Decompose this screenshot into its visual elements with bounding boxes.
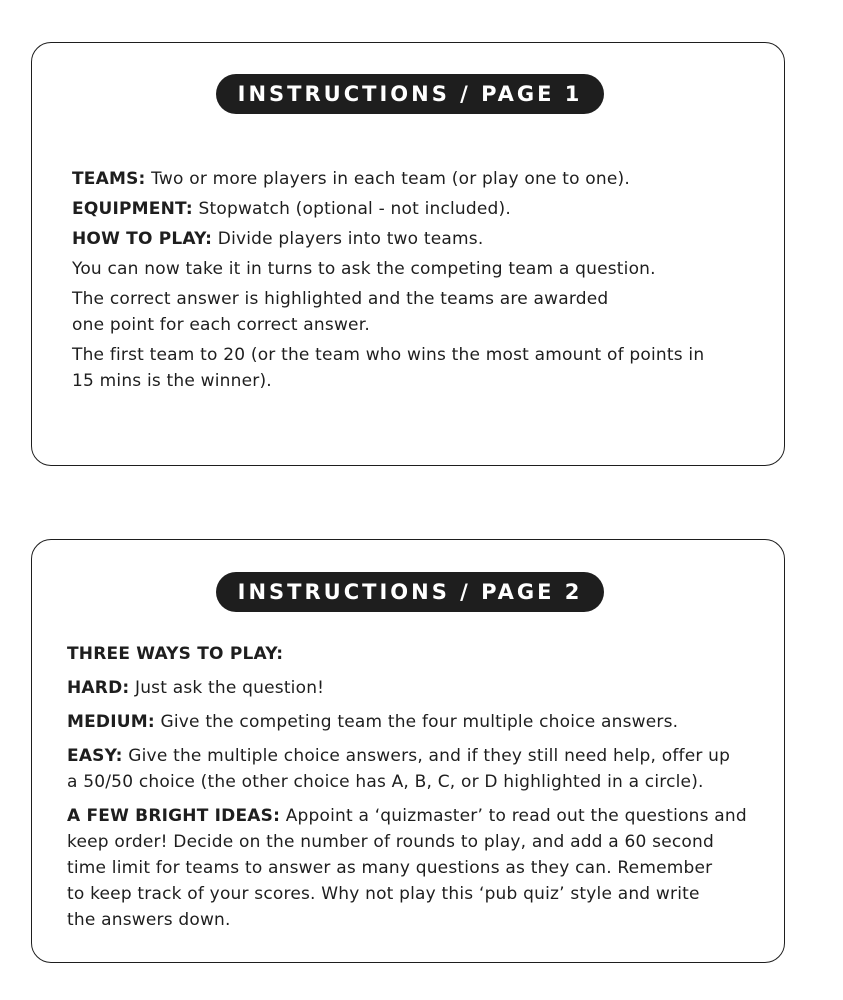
how-to-play-line [72,226,772,252]
page-1-title: INSTRUCTIONS / PAGE 1 [237,82,583,106]
medium-line [67,709,767,735]
easy-label: EASY: [67,746,123,766]
equipment-label: EQUIPMENT: [72,199,193,219]
hard-text: Just ask the question! [129,678,325,698]
how-to-play-text: Divide players into two teams. [212,229,484,249]
how-to-play-label: HOW TO PLAY: [72,229,213,249]
instructions-card-page-1 [31,42,785,466]
ways-to-play-label: THREE WAYS TO PLAY: [67,644,284,664]
turns-text: You can now take it in turns to ask the competing team a question. [72,259,656,279]
turns-line [72,256,772,282]
teams-text: Two or more players in each team (or play one to one). [145,169,630,189]
page-1-body [72,166,772,398]
correct-answer-paragraph [72,286,772,338]
bright-ideas-label: A FEW BRIGHT IDEAS: [67,806,281,826]
winner-text-1: The first team to 20 (or the team who wins the most amount of points in [72,345,705,365]
bright-ideas-paragraph [67,803,767,933]
bright-ideas-text-3: time limit for teams to answer as many questions as they can. Remember [67,858,713,878]
page-2-title: INSTRUCTIONS / PAGE 2 [237,580,583,604]
bright-ideas-text-5: the answers down. [67,910,231,930]
correct-answer-text-2: one point for each correct answer. [72,315,370,335]
winner-paragraph [72,342,772,394]
teams-label: TEAMS: [72,169,146,189]
equipment-text: Stopwatch (optional - not included). [192,199,511,219]
medium-label: MEDIUM: [67,712,155,732]
bright-ideas-text-2: keep order! Decide on the number of rounds to play, and add a 60 second [67,832,714,852]
page-2-body [67,641,767,941]
equipment-line [72,196,772,222]
easy-text-1: Give the multiple choice answers, and if they still need help, offer up [122,746,731,766]
winner-text-2: 15 mins is the winner). [72,371,272,391]
hard-label: HARD: [67,678,130,698]
page-2-title-banner [216,572,604,612]
bright-ideas-text-4: to keep track of your scores. Why not play this ‘pub quiz’ style and write [67,884,700,904]
instructions-card-page-2 [31,539,785,963]
hard-line [67,675,767,701]
correct-answer-text-1: The correct answer is highlighted and the teams are awarded [72,289,609,309]
bright-ideas-text-1: Appoint a ‘quizmaster’ to read out the questions and [280,806,747,826]
easy-text-2: a 50/50 choice (the other choice has A, B, C, or D highlighted in a circle). [67,772,704,792]
easy-paragraph [67,743,767,795]
medium-text: Give the competing team the four multiple choice answers. [154,712,679,732]
ways-to-play-line [67,641,767,667]
page-1-title-banner [216,74,604,114]
teams-line [72,166,772,192]
